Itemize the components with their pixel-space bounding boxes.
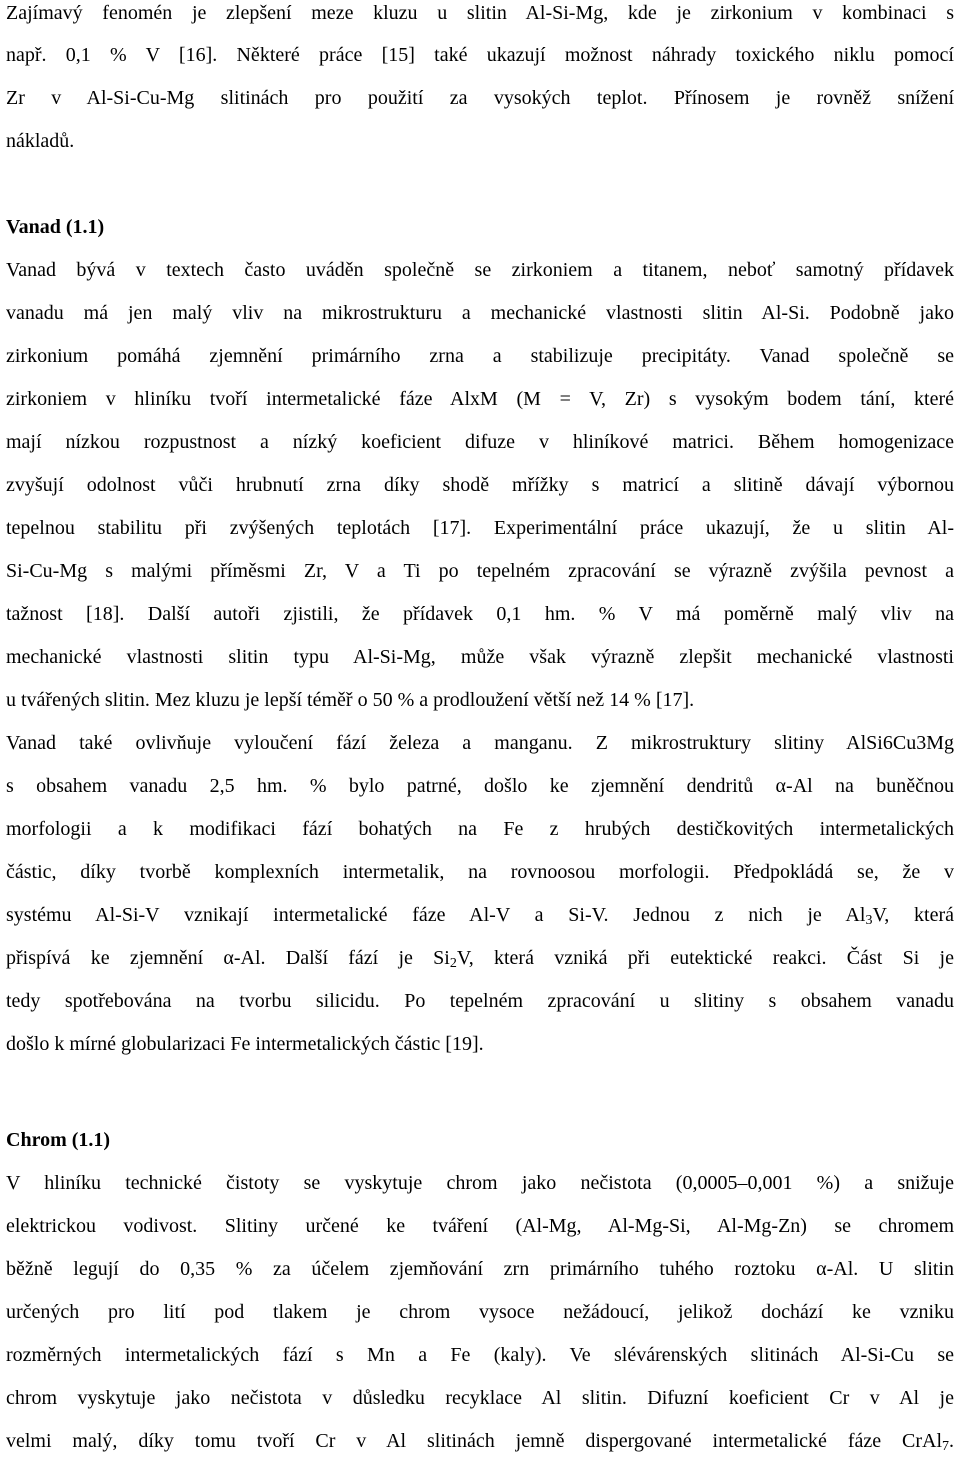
text-line: tepelnou stabilitu při zvýšených teplotách [17]. Experimentální práce ukazují, že u slitin Al- (6, 517, 954, 539)
text-line: Vanad bývá v textech často uváděn společně se zirkoniem a titanem, neboť samotný přídavek (6, 259, 954, 281)
text-line: s obsahem vanadu 2,5 hm. % bylo patrné, došlo ke zjemnění dendritů α-Al na buněčnou (6, 775, 954, 797)
text-run: systému Al-Si-V vznikají intermetalické fáze Al-V a Si-V. Jednou z nich je Al (6, 904, 866, 926)
text-line: zirkoniem v hliníku tvoří intermetalické fáze AlxM (M = V, Zr) s vysokým bodem tání, které (6, 388, 954, 410)
text-line: např. 0,1 % V [16]. Některé práce [15] také ukazují možnost náhrady toxického niklu pomocí (6, 44, 954, 66)
text-line: Si-Cu-Mg s malými příměsmi Zr, V a Ti po tepelném zpracování se výrazně zvýšila pevnost a (6, 560, 954, 582)
text-line: morfologii a k modifikaci fází bohatých na Fe z hrubých destičkovitých intermetalických (6, 818, 954, 840)
text-line: elektrickou vodivost. Slitiny určené ke tváření (Al-Mg, Al-Mg-Si, Al-Mg-Zn) se chromem (6, 1215, 954, 1237)
text-line: rozměrných intermetalických fází s Mn a Fe (kaly). Ve slévárenských slitinách Al-Si-Cu se (6, 1344, 954, 1366)
text-line: částic, díky tvorbě komplexních intermetalik, na rovnoosou morfologii. Předpokládá se, že v (6, 861, 954, 883)
text-line: chrom vyskytuje jako nečistota v důsledku recyklace Al slitin. Difuzní koeficient Cr v Al je (6, 1387, 954, 1409)
text-run: velmi malý, díky tomu tvoří Cr v Al slitinách jemně dispergované intermetalické fáze CrAl (6, 1430, 942, 1452)
text-line: Zr v Al-Si-Cu-Mg slitinách pro použití za vysokých teplot. Přínosem je rovněž snížení (6, 87, 954, 109)
subscript: 7 (942, 1439, 949, 1454)
text-line: běžně legují do 0,35 % za účelem zjemňování zrn primárního tuhého roztoku α-Al. U slitin (6, 1258, 954, 1280)
text-line: došlo k mírné globularizaci Fe intermetalických částic [19]. (6, 1033, 484, 1055)
text-line: nákladů. (6, 130, 75, 152)
text-line: u tvářených slitin. Mez kluzu je lepší téměř o 50 % a prodloužení větší než 14 % [17]. (6, 689, 695, 711)
text-run: V, která vzniká při eutektické reakci. Část Si je (456, 947, 954, 969)
text-run: V, která (872, 904, 955, 926)
text-line-subscript (6, 900, 954, 930)
text-line: tažnost [18]. Další autoři zjistili, že přídavek 0,1 hm. % V má poměrně malý vliv na (6, 603, 954, 625)
text-line: mají nízkou rozpustnost a nízký koeficient difuze v hliníkové matrici. Během homogenizace (6, 431, 954, 453)
text-run: přispívá ke zjemnění α-Al. Další fází je Si (6, 947, 450, 969)
section-heading: Chrom (1.1) (6, 1129, 111, 1151)
text-run: . (949, 1430, 954, 1452)
text-line: V hliníku technické čistoty se vyskytuje chrom jako nečistota (0,0005–0,001 %) a snižuje (6, 1172, 954, 1194)
subscript: 3 (865, 913, 873, 928)
section-heading: Vanad (1.1) (6, 216, 105, 238)
text-line: určených pro lití pod tlakem je chrom vysoce nežádoucí, jelikož dochází ke vzniku (6, 1301, 954, 1323)
text-line: Vanad také ovlivňuje vyloučení fází železa a manganu. Z mikrostruktury slitiny AlSi6Cu3Mg (6, 732, 954, 754)
text-line: mechanické vlastnosti slitin typu Al-Si-Mg, může však výrazně zlepšit mechanické vlastnosti (6, 646, 954, 668)
text-line: zirkonium pomáhá zjemnění primárního zrna a stabilizuje precipitáty. Vanad společně se (6, 345, 954, 367)
text-line-subscript (6, 1426, 954, 1456)
text-line: Zajímavý fenomén je zlepšení meze kluzu u slitin Al-Si-Mg, kde je zirkonium v kombinaci s (6, 2, 954, 24)
text-line: zvyšují odolnost vůči hrubnutí zrna díky shodě mřížky s matricí a slitině dávají výbornou (6, 474, 954, 496)
text-line: vanadu má jen malý vliv na mikrostrukturu a mechanické vlastnosti slitin Al-Si. Podobně jako (6, 302, 954, 324)
subscript: 2 (449, 956, 457, 971)
text-line: tedy spotřebována na tvorbu silicidu. Po tepelném zpracování u slitiny s obsahem vanadu (6, 990, 954, 1012)
text-line-subscript (6, 943, 954, 973)
